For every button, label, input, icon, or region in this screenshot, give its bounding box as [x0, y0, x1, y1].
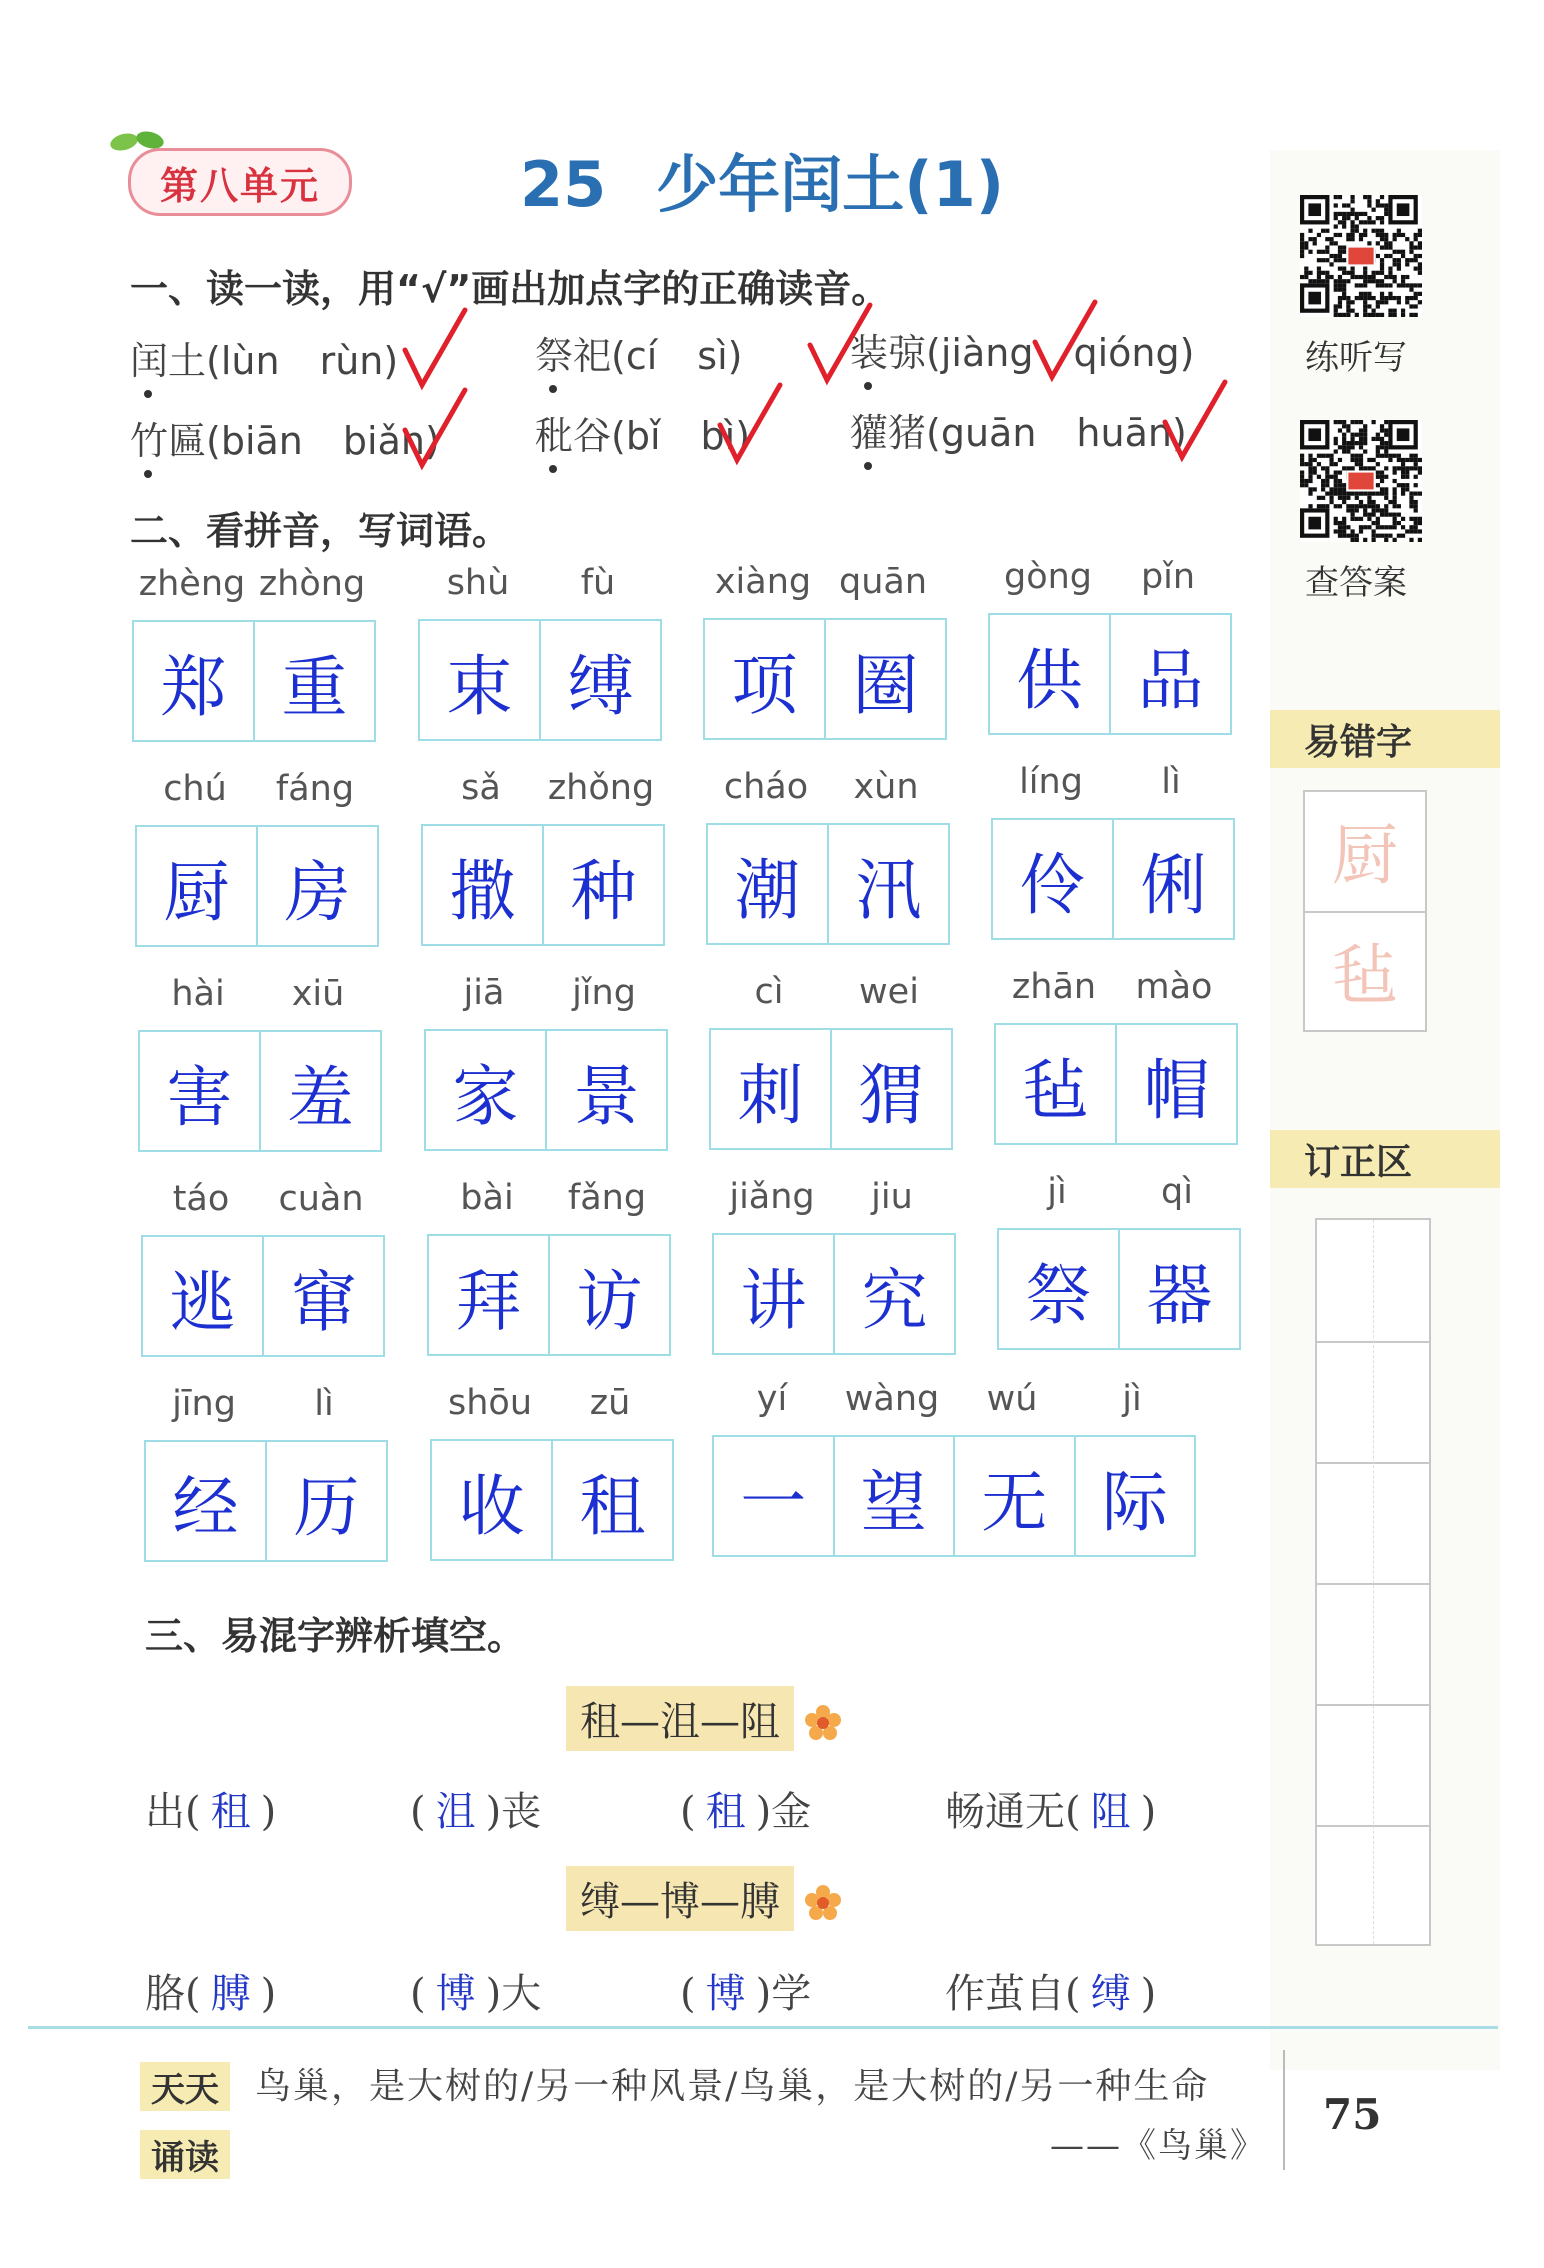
reading-item: 装弶(jiàng qióng)	[850, 331, 1195, 375]
pinyin-label: lì	[1161, 762, 1181, 802]
pinyin-option-2[interactable]: biǎn	[342, 419, 425, 463]
pinyin-option-1[interactable]: cí	[625, 334, 658, 378]
reading-item: 祭祀(cí sì)	[535, 334, 743, 378]
fill-blank-item	[680, 1962, 811, 2019]
reading-word: 闰土	[130, 339, 207, 383]
written-character: 种	[542, 826, 663, 944]
pinyin-label: hài	[171, 974, 225, 1014]
pinyin-label: wei	[859, 972, 919, 1012]
pinyin-label: jiā	[463, 973, 505, 1013]
written-character: 潮	[734, 851, 801, 929]
footer-divider	[28, 2026, 1498, 2029]
word-writing-cell[interactable]	[430, 1439, 674, 1561]
fill-answer[interactable]: 博	[705, 1971, 746, 2017]
reading-word: 竹匾	[130, 419, 207, 463]
footer-separator	[1283, 2050, 1285, 2170]
word-writing-cell[interactable]	[712, 1233, 956, 1355]
easy-wrong-char-2: 毡	[1332, 937, 1398, 1014]
fill-answer[interactable]: 租	[705, 1789, 746, 1835]
part3-heading: 三、易混字辨析填空。	[145, 1614, 526, 1658]
pinyin-label: wú	[986, 1379, 1038, 1419]
emphasis-dot	[144, 390, 152, 398]
fill-answer[interactable]: 沮	[435, 1789, 476, 1835]
pinyin-option-1[interactable]: lùn	[220, 339, 280, 383]
fill-prefix: 出(	[145, 1789, 201, 1835]
pinyin-label: sǎ	[461, 768, 501, 808]
written-character: 俐	[1112, 820, 1233, 938]
check-mark-icon	[400, 385, 470, 475]
check-mark-icon	[1030, 297, 1100, 387]
reading-word: 祭祀	[535, 334, 612, 378]
fill-answer[interactable]: 阻	[1090, 1789, 1131, 1835]
pinyin-label: zhèng	[138, 564, 246, 604]
pinyin-option-2[interactable]: rùn	[319, 339, 384, 383]
pinyin-option-1[interactable]: jiàng	[940, 331, 1034, 375]
written-character: 猬	[830, 1030, 951, 1148]
fill-prefix: (	[410, 1971, 426, 2017]
pinyin-label: xiū	[291, 974, 345, 1014]
written-character: 经	[172, 1468, 239, 1546]
written-character: 收	[458, 1467, 525, 1545]
pinyin-label: líng	[1019, 762, 1083, 802]
written-character: 器	[1118, 1230, 1239, 1348]
pinyin-label: lì	[314, 1384, 334, 1424]
emphasis-dot	[864, 382, 872, 390]
pinyin-label: qì	[1161, 1172, 1193, 1212]
fill-prefix: 作茧自(	[945, 1971, 1081, 2017]
word-writing-cell[interactable]	[712, 1435, 1196, 1557]
pinyin-option-1[interactable]: biān	[220, 419, 303, 463]
pinyin-label: fǎng	[567, 1178, 647, 1218]
pinyin-label: quān	[838, 562, 928, 602]
lesson-number: 25	[520, 148, 607, 221]
word-writing-cell[interactable]	[424, 1029, 668, 1151]
written-character: 房	[256, 827, 377, 945]
written-character: 品	[1109, 615, 1230, 733]
fill-suffix: )	[260, 1789, 277, 1835]
pinyin-label: xùn	[853, 767, 919, 807]
reading-word: 装弶	[850, 331, 927, 375]
reading-item: 闰土(lùn rùn)	[130, 339, 399, 383]
fill-blank-item	[945, 1780, 1156, 1837]
written-character: 拜	[455, 1262, 522, 1340]
word-writing-cell[interactable]	[991, 818, 1235, 940]
qr-code-dictation[interactable]	[1300, 195, 1422, 317]
written-character: 羞	[259, 1032, 380, 1150]
pinyin-label: chú	[163, 769, 227, 809]
reading-item: 獾猪(guān huān)	[850, 411, 1187, 455]
check-mark-icon	[715, 380, 785, 470]
fill-suffix: )大	[485, 1971, 542, 2017]
written-character: 缚	[539, 621, 660, 739]
page-number: 75	[1323, 2090, 1382, 2139]
confusable-pair-2-text: 缚—博—膊	[580, 1879, 780, 1925]
confusable-pair-2	[566, 1866, 794, 1931]
written-character: 祭	[1025, 1256, 1092, 1334]
check-mark-icon	[400, 305, 470, 395]
written-character: 圈	[824, 620, 945, 738]
reading-word: 秕谷	[535, 414, 612, 458]
check-mark-icon	[1160, 377, 1230, 467]
pinyin-label: jiǎng	[729, 1177, 815, 1217]
pinyin-label: jì	[1122, 1379, 1142, 1419]
qr-code-answers[interactable]	[1300, 420, 1422, 542]
word-writing-cell[interactable]	[132, 620, 376, 742]
written-character: 景	[545, 1031, 666, 1149]
fill-suffix: )	[1140, 1971, 1157, 2017]
correction-grid-dash	[1373, 1220, 1374, 1944]
fill-blank-item	[145, 1780, 276, 1837]
word-writing-cell[interactable]	[418, 619, 662, 741]
fill-answer[interactable]: 缚	[1090, 1971, 1131, 2017]
correction-area[interactable]	[1315, 1218, 1431, 1946]
word-writing-cell[interactable]	[135, 825, 379, 947]
fill-answer[interactable]: 租	[210, 1789, 251, 1835]
written-character: 供	[1016, 641, 1083, 719]
written-character: 访	[548, 1236, 669, 1354]
pinyin-label: cuàn	[278, 1179, 364, 1219]
pinyin-label: gòng	[1003, 557, 1093, 597]
written-character: 厨	[163, 853, 230, 931]
word-writing-cell[interactable]	[997, 1228, 1241, 1350]
fill-prefix: 胳(	[145, 1971, 201, 2017]
pinyin-label: cì	[754, 972, 784, 1012]
written-character: 撒	[449, 852, 516, 930]
written-character: 一	[740, 1463, 807, 1541]
fill-blank-item	[145, 1962, 276, 2019]
word-writing-cell[interactable]	[703, 618, 947, 740]
fill-prefix: (	[410, 1789, 426, 1835]
pinyin-option-2[interactable]: qióng	[1073, 331, 1180, 375]
written-character: 害	[166, 1058, 233, 1136]
pinyin-label: bài	[460, 1178, 514, 1218]
fill-blank-item	[410, 1962, 541, 2019]
pinyin-label: zū	[589, 1383, 631, 1423]
pinyin-label: pǐn	[1140, 557, 1196, 597]
pinyin-label: zhòng	[258, 564, 366, 604]
word-writing-cell[interactable]	[994, 1023, 1238, 1145]
written-character: 刺	[737, 1056, 804, 1134]
written-character: 束	[446, 647, 513, 725]
word-writing-cell[interactable]	[141, 1235, 385, 1357]
word-writing-cell[interactable]	[988, 613, 1232, 735]
unit-badge: 第八单元	[128, 148, 352, 216]
pinyin-option-1[interactable]: bǐ	[625, 414, 661, 458]
pinyin-option-1[interactable]: guān	[940, 411, 1037, 455]
fill-prefix: (	[680, 1971, 696, 2017]
fill-blank-item	[680, 1780, 811, 1837]
daily-poem: 鸟巢，是大树的/另一种风景/鸟巢，是大树的/另一种生命	[255, 2066, 1210, 2107]
written-character: 帽	[1115, 1025, 1236, 1143]
fill-suffix: )	[1140, 1789, 1157, 1835]
pinyin-label: zhān	[1011, 967, 1097, 1007]
flower-icon	[800, 1700, 846, 1746]
fill-suffix: )学	[755, 1971, 812, 2017]
part2-heading: 二、看拼音，写词语。	[130, 509, 511, 553]
easy-wrong-title: 易错字	[1270, 710, 1500, 768]
easy-wrong-grid	[1303, 790, 1427, 1032]
pinyin-label: fáng	[275, 769, 355, 809]
easy-wrong-char-1: 厨	[1332, 817, 1398, 894]
pinyin-label: jì	[1047, 1172, 1067, 1212]
qr-answers-label: 查答案	[1305, 563, 1407, 603]
reading-item: 秕谷(bǐ bì)	[535, 414, 751, 458]
word-writing-cell[interactable]	[421, 824, 665, 946]
written-character: 汛	[827, 825, 948, 943]
emphasis-dot	[549, 465, 557, 473]
lesson-name: 少年闰土(1)	[656, 148, 1005, 221]
word-writing-cell[interactable]	[706, 823, 950, 945]
pinyin-label: xiàng	[714, 562, 812, 602]
fill-answer[interactable]: 博	[435, 1971, 476, 2017]
pinyin-option-2[interactable]: bì	[700, 414, 736, 458]
written-character: 讲	[740, 1261, 807, 1339]
word-writing-cell[interactable]	[709, 1028, 953, 1150]
written-character: 望	[833, 1437, 954, 1555]
pinyin-option-2[interactable]: sì	[697, 334, 728, 378]
written-character: 家	[452, 1057, 519, 1135]
fill-suffix: )	[260, 1971, 277, 2017]
poem-source: ——《鸟巢》	[1050, 2126, 1266, 2166]
written-character: 历	[265, 1442, 386, 1560]
fill-blank-item	[945, 1962, 1156, 2019]
pinyin-label: wàng	[844, 1379, 940, 1419]
written-character: 伶	[1019, 846, 1086, 924]
fill-answer[interactable]: 膊	[210, 1971, 251, 2017]
pinyin-label: jīng	[172, 1384, 236, 1424]
written-character: 重	[253, 622, 374, 740]
fill-suffix: )丧	[485, 1789, 542, 1835]
written-character: 租	[551, 1441, 672, 1559]
written-character: 究	[833, 1235, 954, 1353]
written-character: 项	[731, 646, 798, 724]
emphasis-dot	[864, 462, 872, 470]
emphasis-dot	[144, 470, 152, 478]
flower-icon	[800, 1880, 846, 1926]
emphasis-dot	[549, 385, 557, 393]
fill-prefix: 畅通无(	[945, 1789, 1081, 1835]
pinyin-label: cháo	[723, 767, 809, 807]
fill-prefix: (	[680, 1789, 696, 1835]
lesson-title	[520, 135, 1004, 224]
word-writing-cell[interactable]	[427, 1234, 671, 1356]
written-character: 郑	[160, 648, 227, 726]
correction-title: 订正区	[1270, 1130, 1500, 1188]
pinyin-label: zhǒng	[547, 768, 655, 808]
written-character: 逃	[169, 1263, 236, 1341]
pinyin-label: mào	[1135, 967, 1213, 1007]
pinyin-label: fù	[580, 563, 616, 603]
written-character: 窜	[262, 1237, 383, 1355]
pinyin-label: jǐng	[572, 973, 636, 1013]
part1-heading: 一、读一读，用“√”画出加点字的正确读音。	[130, 267, 890, 311]
written-character: 无	[953, 1437, 1074, 1555]
pinyin-label: shù	[446, 563, 510, 603]
pinyin-label: yí	[756, 1379, 788, 1419]
fill-blank-item	[410, 1780, 541, 1837]
reading-word: 獾猪	[850, 411, 927, 455]
daily-reading-label-1: 天天	[140, 2062, 230, 2111]
written-character: 毡	[1022, 1051, 1089, 1129]
pinyin-label: jiu	[871, 1177, 913, 1217]
confusable-pair-1	[566, 1686, 794, 1751]
pinyin-label: táo	[172, 1179, 230, 1219]
pinyin-option-2[interactable]: huān	[1076, 411, 1172, 455]
word-writing-cell[interactable]	[144, 1440, 388, 1562]
fill-suffix: )金	[755, 1789, 812, 1835]
daily-reading-label-2: 诵读	[140, 2130, 230, 2179]
pinyin-label: shōu	[447, 1383, 532, 1423]
word-writing-cell[interactable]	[138, 1030, 382, 1152]
written-character: 际	[1074, 1437, 1195, 1555]
reading-item: 竹匾(biān biǎn)	[130, 419, 440, 463]
confusable-pair-1-text: 租—沮—阻	[580, 1699, 780, 1745]
qr-dictation-label: 练听写	[1305, 338, 1407, 378]
